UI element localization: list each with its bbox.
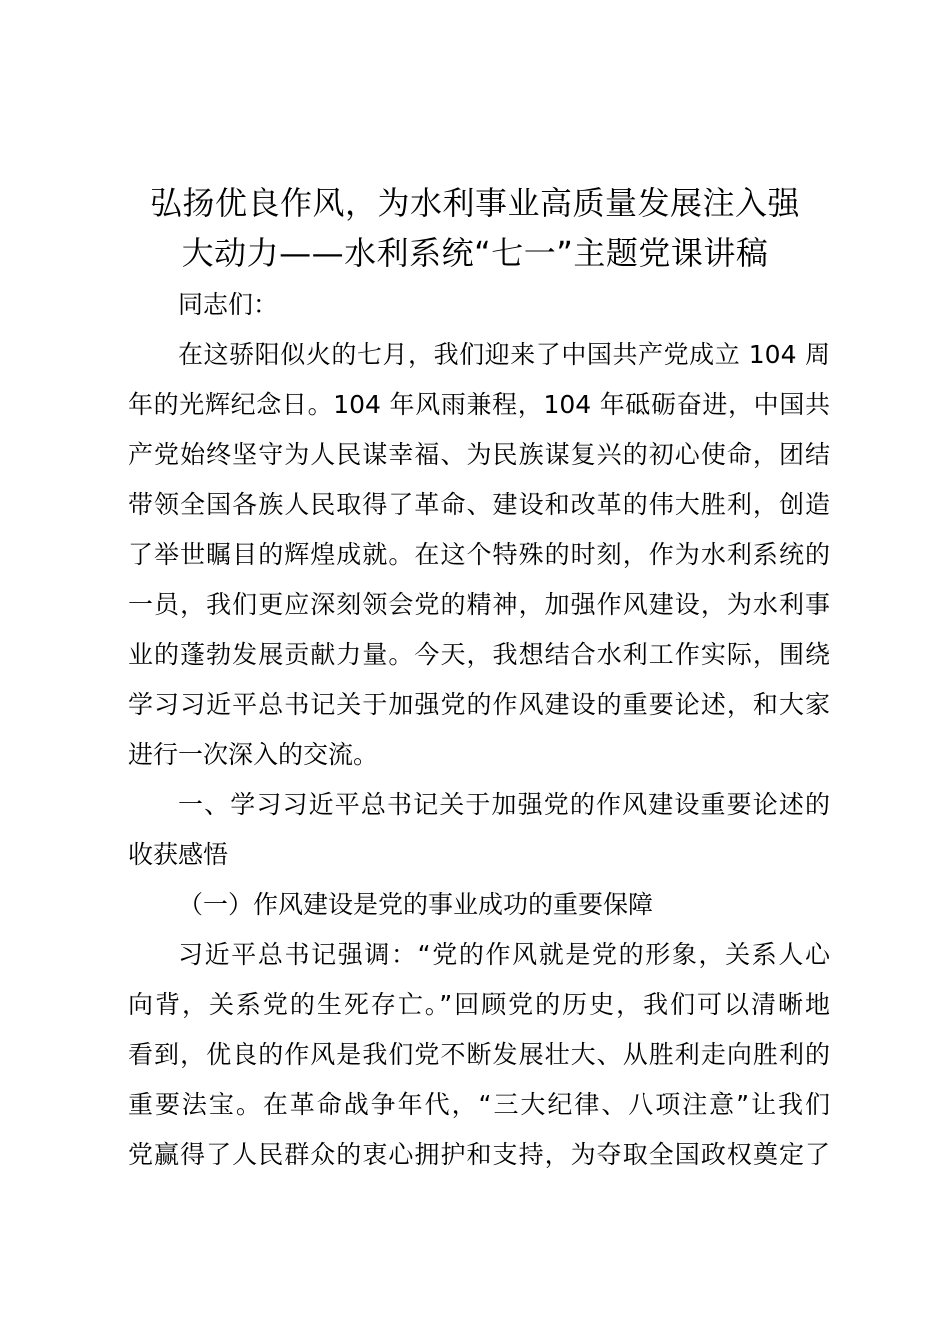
salutation: 同志们：: [178, 290, 279, 319]
paragraph-line: 在这骄阳似火的七月，我们迎来了中国共产党成立 104 周: [178, 340, 830, 369]
section-heading-line: 一、学习习近平总书记关于加强党的作风建设重要论述的: [178, 790, 830, 819]
paragraph-line: 了举世瞩目的辉煌成就。在这个特殊的时刻，作为水利系统的: [128, 540, 830, 569]
paragraph-line: 看到，优良的作风是我们党不断发展壮大、从胜利走向胜利的: [128, 1040, 830, 1069]
paragraph-line: 重要法宝。在革命战争年代，“三大纪律、八项注意”让我们: [128, 1090, 830, 1119]
document-title: [100, 178, 850, 278]
paragraph-line: 产党始终坚守为人民谋幸福、为民族谋复兴的初心使命，团结: [128, 440, 830, 469]
paragraph-line: 带领全国各族人民取得了革命、建设和改革的伟大胜利，创造: [128, 490, 830, 519]
paragraph-line: 党赢得了人民群众的衷心拥护和支持，为夺取全国政权奠定了: [128, 1140, 830, 1169]
paragraph-line: 习近平总书记强调：“党的作风就是党的形象，关系人心: [178, 940, 830, 969]
title-line-1: 弘扬优良作风，为水利事业高质量发展注入强: [149, 184, 800, 222]
paragraph-line: 一员，我们更应深刻领会党的精神，加强作风建设，为水利事: [128, 590, 830, 619]
subsection-heading: （一）作风建设是党的事业成功的重要保障: [178, 890, 654, 919]
paragraph-line: 年的光辉纪念日。104 年风雨兼程，104 年砥砺奋进，中国共: [128, 390, 830, 419]
paragraph-line: 业的蓬勃发展贡献力量。今天，我想结合水利工作实际，围绕: [128, 640, 830, 669]
section-heading-line: 收获感悟: [128, 840, 229, 869]
paragraph-line: 向背，关系党的生死存亡。”回顾党的历史，我们可以清晰地: [128, 990, 830, 1019]
paragraph-line: 进行一次深入的交流。: [128, 740, 379, 769]
paragraph-line: 学习习近平总书记关于加强党的作风建设的重要论述，和大家: [128, 690, 830, 719]
title-line-2: 大动力——水利系统“七一”主题党课讲稿: [181, 234, 769, 272]
document-body: [128, 280, 830, 1180]
